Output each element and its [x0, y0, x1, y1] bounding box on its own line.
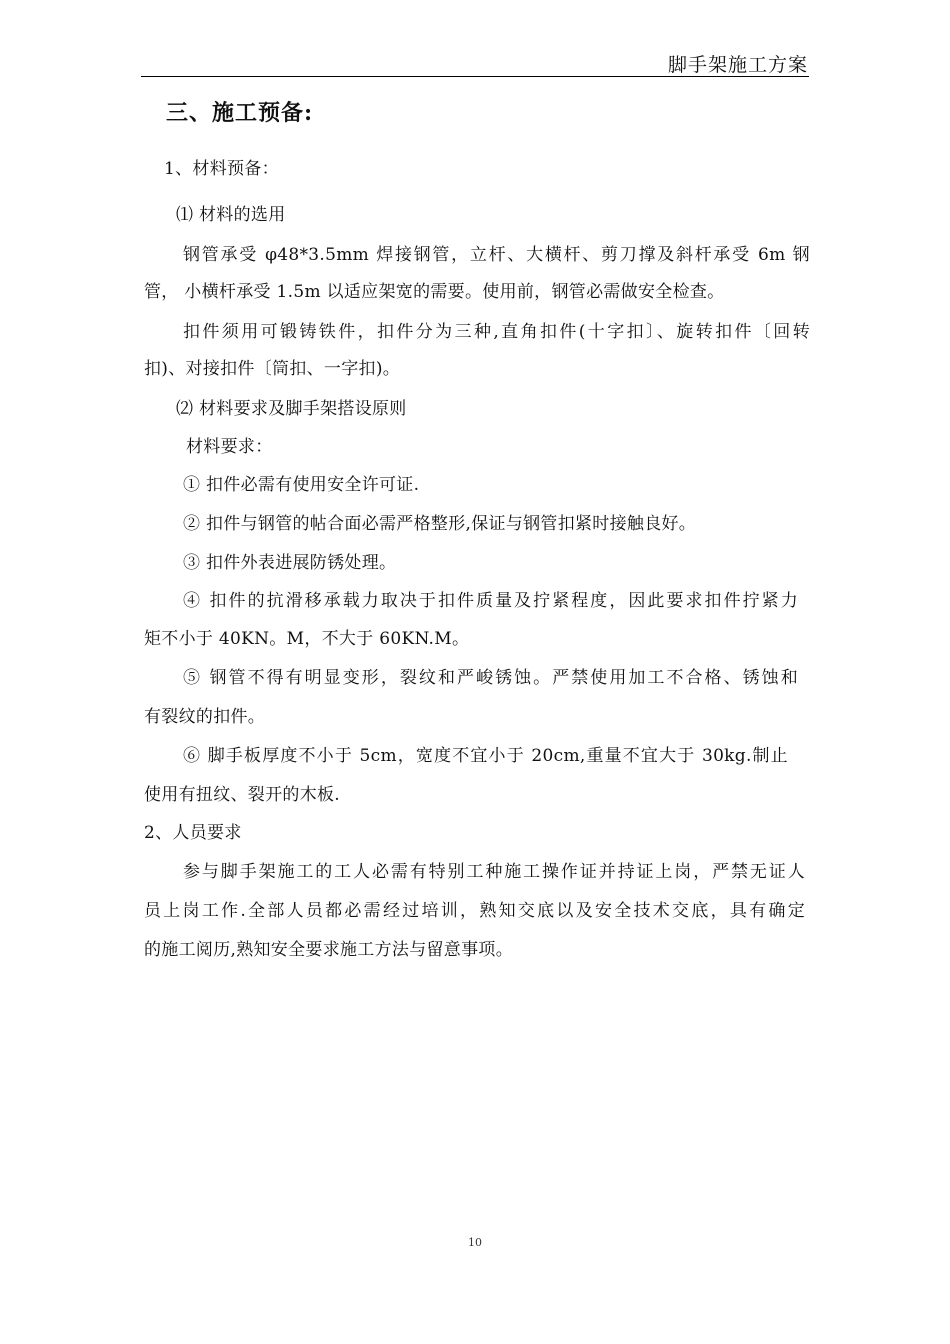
paragraph-line: 扣件须用可锻铸铁件，扣件分为三种,直角扣件(十字扣〕、旋转扣件〔回转: [183, 322, 810, 342]
list-item: ① 扣件必需有使用安全许可证.: [183, 475, 420, 495]
paragraph-line: 员上岗工作.全部人员都必需经过培训，熟知交底以及安全技术交底，具有确定: [144, 901, 805, 921]
list-item: ④ 扣件的抗滑移承载力取决于扣件质量及拧紧程度，因此要求扣件拧紧力: [183, 591, 798, 611]
subsection-heading: 2、人员要求: [144, 823, 242, 843]
paragraph-line: 钢管承受 φ48*3.5mm 焊接钢管，立杆、大横杆、剪刀撑及斜杆承受 6m 钢: [183, 245, 810, 265]
item-heading: ⑵ 材料要求及脚手架搭设原则: [176, 399, 407, 419]
paragraph-line: 使用有扭纹、裂开的木板.: [144, 785, 341, 805]
paragraph-line: 参与脚手架施工的工人必需有特别工种施工操作证并持证上岗，严禁无证人: [183, 862, 805, 882]
paragraph-line: 有裂纹的扣件。: [144, 707, 266, 727]
header-rule: [141, 76, 809, 77]
page-number: 10: [468, 1236, 482, 1249]
subsection-heading: 1、材料预备：: [164, 159, 279, 179]
page-header-title: 脚手架施工方案: [667, 54, 808, 76]
list-item: ③ 扣件外表进展防锈处理。: [183, 553, 397, 573]
paragraph-line: 管， 小横杆承受 1.5m 以适应架宽的需要。使用前，钢管必需做安全检查。: [144, 282, 725, 302]
list-item: ② 扣件与钢管的帖合面必需严格整形,保证与钢管扣紧时接触良好。: [183, 514, 697, 534]
paragraph-line: 扣)、对接扣件〔筒扣、一字扣)。: [144, 359, 401, 379]
paragraph-line: 的施工阅历,熟知安全要求施工方法与留意事项。: [144, 940, 514, 960]
paragraph-line: 矩不小于 40KN。M，不大于 60KN.M。: [144, 629, 470, 649]
item-heading: ⑴ 材料的选用: [176, 205, 286, 225]
section-title: 三、施工预备:: [166, 100, 314, 126]
paragraph-line: 材料要求：: [186, 437, 273, 457]
list-item: ⑤ 钢管不得有明显变形，裂纹和严峻锈蚀。严禁使用加工不合格、锈蚀和: [183, 668, 798, 688]
list-item: ⑥ 脚手板厚度不小于 5cm，宽度不宜小于 20cm,重量不宜大于 30kg.制止: [183, 746, 788, 766]
